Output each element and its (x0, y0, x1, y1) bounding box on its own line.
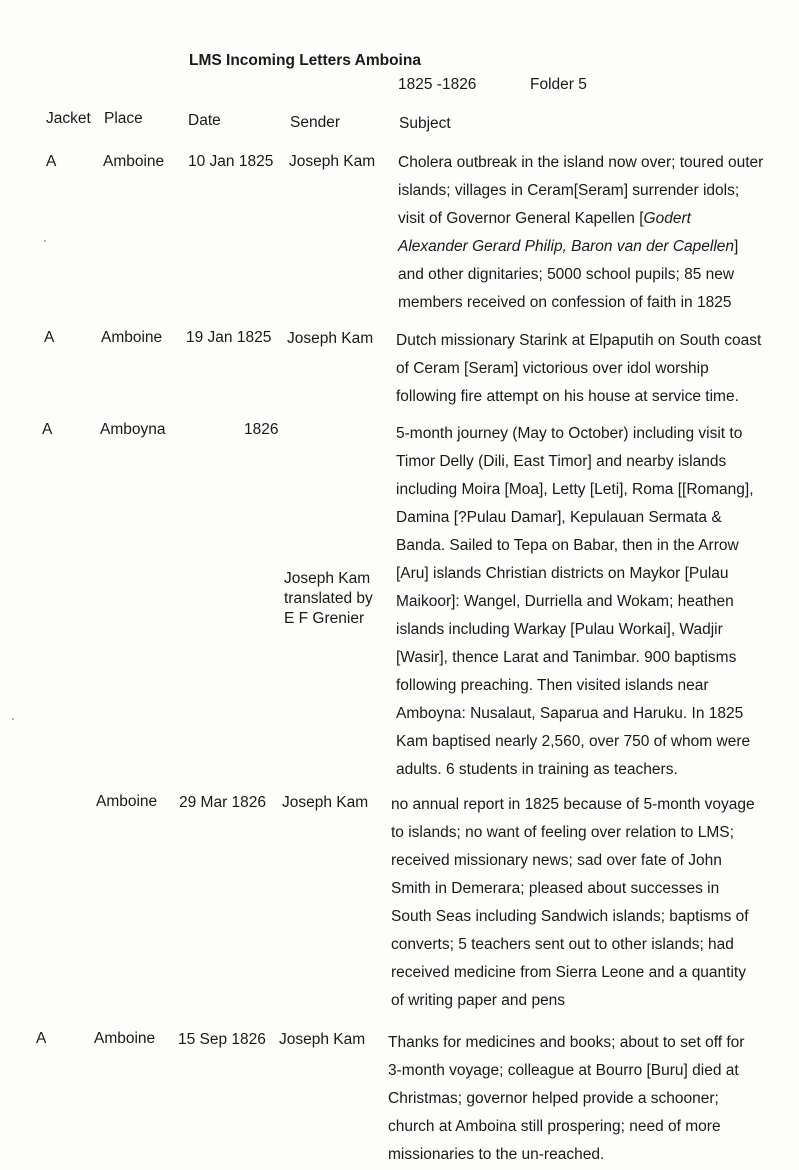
column-header-jacket: Jacket (46, 110, 91, 127)
row-subject (398, 149, 796, 317)
sender-line: translated by (284, 590, 373, 607)
subject-line: no annual report in 1825 because of 5-month voyage (391, 796, 755, 813)
subject-line: Thanks for medicines and books; about to set off for (388, 1034, 745, 1051)
folder-label: Folder 5 (530, 76, 587, 93)
subject-line: received medicine from Sierra Leone and a quantity (391, 964, 746, 981)
row-jacket: A (42, 421, 53, 438)
row-subject (396, 420, 794, 784)
scan-speck (44, 240, 46, 242)
subject-line: members received on confession of faith in 1825 (398, 294, 732, 311)
subject-line: of Ceram [Seram] victorious over idol worship (396, 360, 709, 377)
subject-line: islands including Warkay [Pulau Workai], Wadjir (396, 621, 723, 638)
subject-line: Timor Delly (Dili, East Timor] and nearby islands (396, 453, 727, 470)
row-subject (396, 327, 794, 411)
subject-line: to islands; no want of feeling over relation to LMS; (391, 824, 734, 841)
subject-line: following preaching. Then visited islands near (396, 677, 709, 694)
subject-line: Amboyna: Nusalaut, Saparua and Haruku. In 1825 (396, 705, 744, 722)
row-date: 29 Mar 1826 (179, 794, 267, 811)
row-date: 19 Jan 1825 (186, 329, 272, 346)
column-header-subject: Subject (399, 115, 451, 132)
subject-text: ] (734, 238, 739, 255)
subject-line: Smith in Demerara; pleased about successes in (391, 880, 720, 897)
subject-line: adults. 6 students in training as teachers. (396, 761, 678, 778)
subject-line: converts; 5 teachers sent out to other islands; had (391, 936, 734, 953)
row-date: 10 Jan 1825 (188, 153, 274, 170)
column-header-date: Date (188, 112, 221, 129)
row-date: 15 Sep 1826 (178, 1031, 266, 1048)
row-place: Amboyna (100, 421, 166, 438)
row-sender: Joseph Kam (289, 153, 376, 170)
subject-line: Dutch missionary Starink at Elpaputih on South coast (396, 332, 762, 349)
subject-line: received missionary news; sad over fate of John (391, 852, 722, 869)
subject-line: Cholera outbreak in the island now over; toured outer (398, 154, 764, 171)
subject-text: visit of Governor General Kapellen [ (398, 210, 644, 227)
sender-line: Joseph Kam (284, 570, 371, 587)
subject-line: islands; villages in Ceram[Seram] surrender idols; (398, 182, 740, 199)
row-place: Amboine (103, 153, 165, 170)
sender-line: E F Grenier (284, 610, 365, 627)
row-place: Amboine (96, 793, 158, 810)
subject-line: Banda. Sailed to Tepa on Babar, then in the Arrow (396, 537, 739, 554)
subject-line: including Moira [Moa], Letty [Leti], Roma [[Romang], (396, 481, 754, 498)
column-header-sender: Sender (290, 114, 340, 131)
subject-line: church at Amboina still prospering; need of more (388, 1118, 721, 1135)
scan-speck (12, 718, 14, 720)
subject-line: missionaries to the un-reached. (388, 1146, 605, 1163)
subject-line: Damina [?Pulau Damar], Kepulauan Sermata & (396, 509, 722, 526)
subject-line: Maikoor]: Wangel, Durriella and Wokam; heathen (396, 593, 734, 610)
row-jacket: A (46, 153, 57, 170)
subject-line: Christmas; governor helped provide a schooner; (388, 1090, 719, 1107)
row-date: 1826 (244, 421, 279, 438)
row-place: Amboine (94, 1030, 156, 1047)
document-title: LMS Incoming Letters Amboina (189, 52, 421, 69)
subject-line: [Aru] islands Christian districts on Maykor [Pulau (396, 565, 729, 582)
subject-line: 5-month journey (May to October) including visit to (396, 425, 743, 442)
year-range: 1825 -1826 (398, 76, 477, 93)
row-subject (391, 791, 789, 1015)
subject-line: 3-month voyage; colleague at Bourro [Buru] died at (388, 1062, 739, 1079)
row-sender (284, 569, 373, 629)
subject-line: South Seas including Sandwich islands; baptisms of (391, 908, 749, 925)
subject-line: [Wasir], thence Larat and Tanimbar. 900 baptisms (396, 649, 737, 666)
row-sender: Joseph Kam (279, 1031, 366, 1048)
subject-line: and other dignitaries; 5000 school pupils; 85 new (398, 266, 735, 283)
row-sender: Joseph Kam (282, 794, 369, 811)
row-subject (388, 1029, 786, 1169)
subject-line: Kam baptised nearly 2,560, over 750 of whom were (396, 733, 751, 750)
subject-italic-text: Godert (643, 210, 691, 227)
row-sender: Joseph Kam (287, 330, 374, 347)
row-jacket: A (44, 329, 55, 346)
column-header-place: Place (104, 110, 143, 127)
row-place: Amboine (101, 329, 163, 346)
subject-line: following fire attempt on his house at service time. (396, 388, 739, 405)
row-jacket: A (36, 1030, 47, 1047)
subject-italic-text: Alexander Gerard Philip, Baron van der Capellen (398, 238, 735, 255)
subject-line: of writing paper and pens (391, 992, 566, 1009)
subject-line (398, 205, 796, 233)
subject-line (398, 233, 796, 261)
